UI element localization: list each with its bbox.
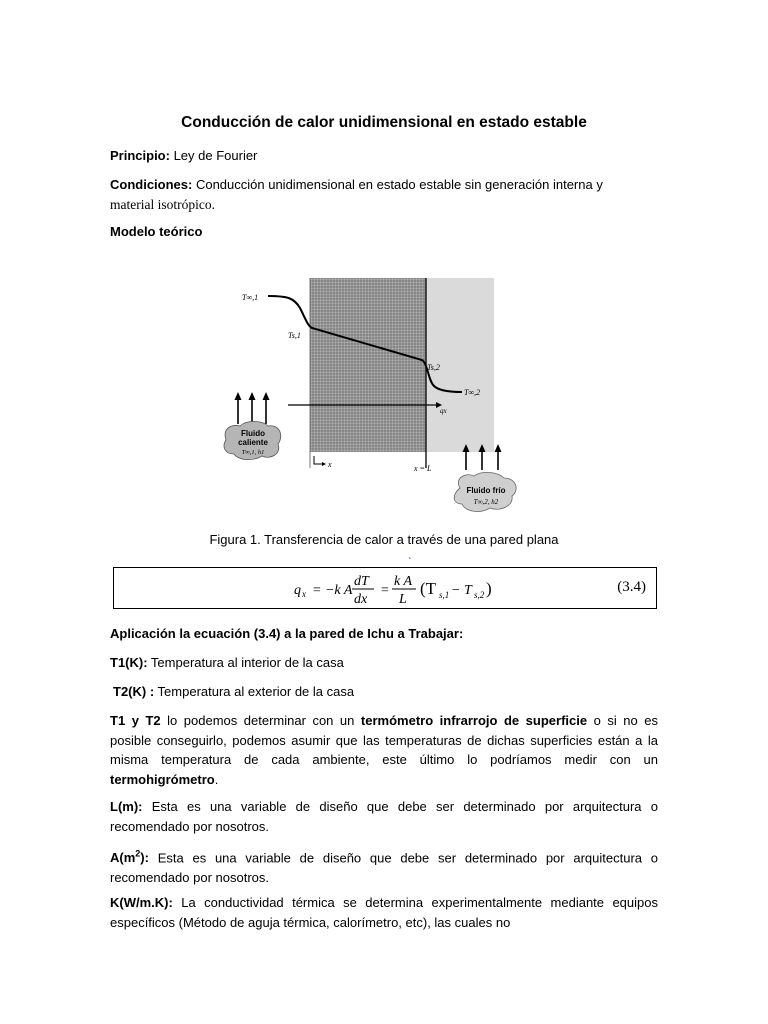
l-text: Esta es una variable de diseño que debe ser determinado por arquitectura o recomendado por nosotros. — [110, 799, 658, 834]
eq-lhs: q — [294, 583, 301, 598]
hot-fluid-arrows — [235, 392, 270, 424]
t1t2-text-2: o si no es posible conseguirlo, podemos asumir que las temperaturas de dichas superficies están a la misma temperatura de cada ambiente, este último lo podríamos medir con un — [110, 713, 658, 767]
t1t2-bold-2: termohigrómetro — [110, 771, 215, 787]
figure-caption: Figura 1. Transferencia de calor a través de una pared plana — [209, 532, 559, 547]
fourier-equation — [114, 568, 658, 610]
hot-fluid-label-3: T∞,1, h1 — [241, 449, 265, 456]
t1t2-text-3: . — [214, 771, 219, 787]
t1-label: T1(K): — [110, 655, 148, 670]
wall-shaded — [310, 278, 426, 452]
k-paragraph — [110, 893, 658, 932]
eq-sub-2: s,2 — [474, 590, 485, 600]
t1-t2-paragraph — [110, 711, 658, 789]
a-text: Esta es una variable de diseño que debe ser determinado por arquitectura o recomendado por nosotros. — [110, 850, 658, 885]
modelo-heading — [110, 222, 658, 242]
t-inf-2-label: T∞,2 — [464, 388, 481, 397]
ts2-label: Ts,2 — [427, 363, 440, 372]
ts1-label: Ts,1 — [288, 331, 301, 340]
condiciones-paragraph — [110, 175, 658, 214]
equation-box — [113, 567, 657, 609]
k-text: La conductividad térmica se determina experimentalmente mediante equipos específicos (Método de aguja térmica, calorímetro, etc), las cuales no — [110, 895, 658, 930]
eq-dx: dx — [354, 592, 368, 607]
condiciones-label: Condiciones: — [110, 177, 193, 192]
eq-minus: − T — [451, 583, 472, 598]
t1t2-label: T1 y T2 — [110, 713, 161, 728]
t1-line — [110, 653, 658, 673]
x-axis-arrowhead — [322, 462, 326, 466]
a-label-start: A(m — [110, 850, 136, 866]
t2-text: Temperatura al exterior de la casa — [154, 684, 355, 699]
x-eq-l-label: x = L — [414, 464, 432, 473]
a-label-sup: 2 — [135, 849, 141, 859]
principio-line — [110, 146, 658, 166]
a-label-end: ): — [140, 850, 149, 866]
eq-equals: = — [380, 583, 390, 598]
aplicacion-heading — [110, 624, 658, 644]
hot-fluid-label-1: Fluido — [241, 429, 265, 438]
document-title: Conducción de calor unidimensional en estado estable — [181, 114, 587, 131]
t-inf-1-label: T∞,1 — [242, 293, 259, 302]
eq-close: ) — [486, 579, 492, 598]
aplicacion-label: Aplicación la ecuación (3.4) a la pared de Ichu a Trabajar: — [110, 626, 464, 641]
eq-lhs-sub: x — [302, 589, 306, 599]
l-label: L(m): — [110, 799, 143, 814]
condiciones-text: Conducción unidimensional en estado estable sin generación interna y — [192, 177, 603, 192]
l-paragraph — [110, 797, 658, 836]
eq-ka: k A — [394, 574, 413, 589]
stray-mark: ` — [408, 557, 412, 568]
t1t2-text-1: lo podemos determinar con un — [160, 713, 361, 728]
a-label — [110, 850, 149, 865]
eq-dt: dT — [354, 574, 369, 589]
t1t2-bold-1: termómetro infrarrojo de superficie — [360, 713, 588, 728]
eq-sub-1: s,1 — [439, 590, 450, 600]
eq-part-1: = −k A — [312, 583, 353, 598]
qx-label: qx — [440, 407, 447, 415]
equation-number: (3.4) — [617, 579, 646, 595]
principio-text: Ley de Fourier — [169, 148, 258, 163]
eq-rhs-open: (T — [420, 579, 437, 598]
k-label: K(W/m.K): — [110, 895, 173, 910]
cold-fluid-label-2: T∞,2, h2 — [473, 498, 499, 506]
t2-line — [113, 682, 661, 702]
hot-fluid-label-2: caliente — [238, 438, 268, 447]
principio-label: Principio: — [110, 148, 170, 163]
t1-text: Temperatura al interior de la casa — [147, 655, 344, 670]
plane-wall-figure — [222, 268, 544, 524]
x-label: x — [328, 460, 332, 469]
cold-fluid-label-1: Fluido frío — [466, 486, 506, 495]
modelo-label: Modelo teórico — [110, 224, 203, 239]
t2-label: T2(K) : — [113, 684, 155, 699]
eq-l: L — [399, 592, 407, 607]
a-paragraph — [110, 845, 658, 887]
condiciones-text-2: material isotrópico. — [110, 196, 215, 212]
